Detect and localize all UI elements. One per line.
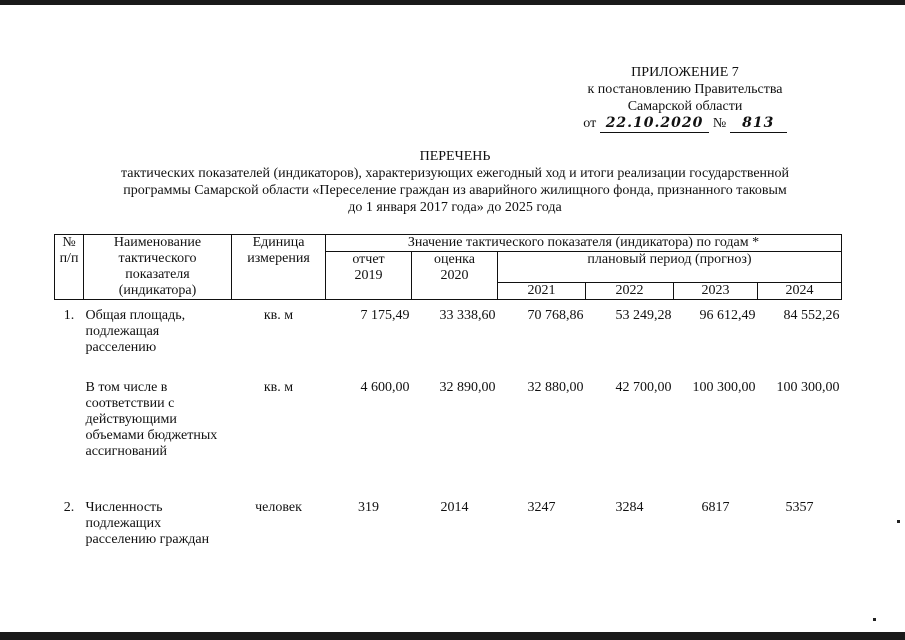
header-plan-group: плановый период (прогноз) (498, 252, 842, 283)
row-value-2023: 96 612,49 (699, 308, 756, 323)
row-value-2021: 70 768,86 (527, 308, 584, 323)
row-spacer (55, 476, 842, 500)
header-values-group: Значение тактического показателя (индикатора) по годам * (326, 235, 842, 252)
appendix-region: Самарской области (627, 99, 743, 114)
row-value-2019: 7 175,49 (360, 308, 410, 323)
header-year-2024: 2024 (758, 283, 842, 300)
handwritten-number: 813 (730, 115, 787, 133)
row-value-2020: 2014 (440, 500, 469, 515)
table-row (55, 500, 842, 548)
appendix-header (520, 64, 850, 133)
row-value-2024: 5357 (785, 500, 814, 515)
title-line-3: до 1 января 2017 года» до 2025 года (348, 200, 562, 215)
appendix-resolution: к постановлению Правительства (587, 82, 783, 97)
table-row (55, 380, 842, 476)
appendix-date-number (520, 115, 850, 133)
row-value-2024: 100 300,00 (776, 380, 840, 395)
row-indicator-name: Общая площадь, подлежащая расселению (85, 308, 186, 355)
header-report-label: отчет (352, 252, 385, 267)
header-name: Наименование тактического показателя (индикатора) (84, 235, 232, 300)
title-line-1: тактических показателей (индикаторов), характеризующих ежегодный ход и итоги реализации государственной (120, 166, 790, 181)
row-value-2020: 33 338,60 (439, 308, 496, 323)
header-year-2021: 2021 (498, 283, 586, 300)
header-report (326, 252, 412, 300)
header-year-2022: 2022 (586, 283, 674, 300)
row-value-2023: 6817 (701, 500, 730, 515)
row-value-2024: 84 552,26 (783, 308, 840, 323)
scan-speck (897, 520, 900, 523)
scan-speck (873, 618, 876, 621)
title-line-2: программы Самарской области «Переселение граждан из аварийного жилищного фонда, признанного таковым (123, 183, 787, 198)
title-heading: ПЕРЕЧЕНЬ (419, 149, 491, 164)
table-row (55, 300, 842, 357)
row-unit: кв. м (263, 380, 294, 395)
document-title (60, 148, 850, 216)
handwritten-date: 22.10.2020 (600, 115, 710, 133)
header-num: № п/п (55, 235, 84, 300)
scan-border-bottom (0, 632, 905, 640)
row-value-2022: 3284 (615, 500, 644, 515)
row-unit: кв. м (263, 308, 294, 323)
header-year-2023: 2023 (674, 283, 758, 300)
row-value-2020: 32 890,00 (439, 380, 496, 395)
header-unit: Единица измерения (232, 235, 326, 300)
row-value-2022: 53 249,28 (615, 308, 672, 323)
from-label: от (583, 116, 597, 131)
header-estimate-year: 2020 (440, 268, 469, 283)
row-indicator-name: Численность подлежащих расселению граждан (85, 500, 210, 547)
number-label: № (712, 116, 727, 131)
row-value-2023: 100 300,00 (692, 380, 756, 395)
row-value-2019: 319 (358, 500, 379, 515)
scan-border-top (0, 0, 905, 5)
appendix-title: ПРИЛОЖЕНИЕ 7 (631, 65, 739, 80)
row-indicator-name: В том числе в соответствии с действующими объемами бюджетных ассигнований (85, 380, 218, 459)
row-value-2022: 42 700,00 (615, 380, 672, 395)
row-number: 2. (63, 500, 75, 515)
row-spacer (55, 356, 842, 380)
indicators-table (54, 234, 842, 548)
row-unit: человек (255, 500, 302, 515)
header-estimate-label: оценка (433, 252, 475, 267)
row-value-2019: 4 600,00 (360, 380, 410, 395)
header-estimate (412, 252, 498, 300)
header-report-year: 2019 (354, 268, 383, 283)
row-number (55, 380, 84, 476)
row-number: 1. (63, 308, 75, 323)
row-value-2021: 32 880,00 (527, 380, 584, 395)
row-value-2021: 3247 (527, 500, 556, 515)
